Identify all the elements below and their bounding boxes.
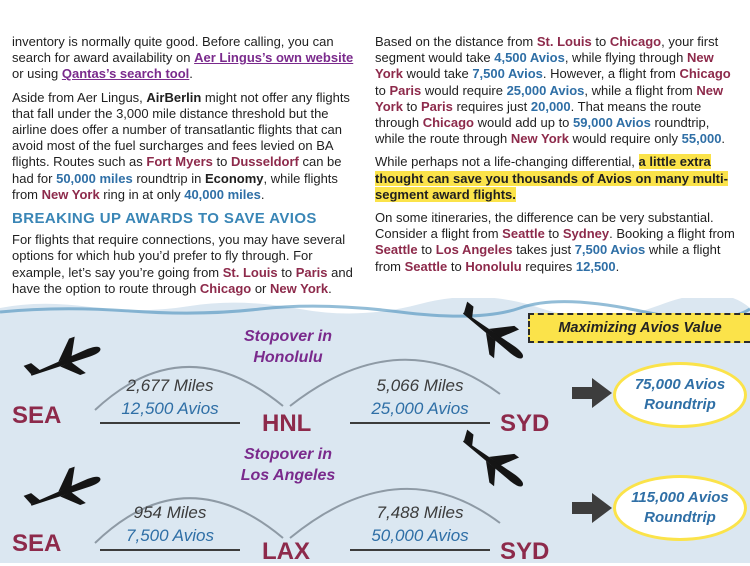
avios-amount: 25,000 Avios (506, 82, 585, 98)
city-name: Chicago (679, 66, 731, 82)
city-name: St. Louis (222, 264, 278, 280)
route2-hub-code: LAX (262, 538, 310, 565)
miles-amount: 50,000 miles (56, 170, 133, 186)
city-name: Seattle (375, 242, 418, 258)
city-name: Paris (295, 264, 328, 280)
city-name: Seattle (502, 226, 545, 242)
city-name: St. Louis (536, 34, 592, 49)
section-heading: BREAKING UP AWARDS TO SAVE AVIOS (12, 210, 317, 228)
route1-total-badge: 75,000 Avios Roundtrip (613, 362, 747, 428)
cabin-class: Economy (204, 170, 264, 186)
paragraph-connections: For flights that require connections, you may have several options for which hub you’d prefer to fly through. For example, let’s say you’re going from St. Louis to Paris and have the option to route through Chicago or New York. (12, 232, 353, 296)
city-name: Los Angeles (435, 242, 513, 258)
airplane-takeoff-icon (20, 330, 106, 392)
route2-origin-code: SEA (12, 530, 62, 557)
article-left-column (12, 34, 364, 304)
city-name: Chicago (422, 115, 474, 131)
paragraph-award-availability: inventory is normally quite good. Before calling, you can search for award availability on Aer Lingus’s own website or using Qantas’s search tool. (12, 34, 354, 82)
highlighted-text: a little extra thought can save you thousands of Avios on many multi-segment award flights. (375, 154, 728, 202)
city-name: Chicago (609, 34, 662, 49)
route2-leg2-miles: 7,488 Miles (376, 503, 464, 522)
route1-destination-code: SYD (500, 410, 550, 437)
airplane-takeoff-icon (20, 460, 106, 522)
avios-amount: 4,500 Avios (494, 50, 565, 66)
city-name: Paris (389, 82, 422, 98)
route2-leg2-avios: 50,000 Avios (371, 526, 469, 545)
route1-leg2-miles: 5,066 Miles (376, 376, 464, 395)
route1-leg2-underline (350, 422, 490, 424)
city-name: New York (41, 186, 100, 202)
route1-leg1-underline (100, 422, 240, 424)
route1-leg2-avios: 25,000 Avios (371, 399, 469, 418)
city-name: Sydney (562, 226, 610, 242)
avios-amount: 59,000 Avios (573, 115, 651, 131)
paragraph-segment-comparison: Based on the distance from St. Louis to Chicago, your first segment would take 4,500 Avios, while flying through New York would take 7,500 Avios. However, a flight from Chicago to Paris would require 25,000 Avios, while a flight from New York to Paris requires just 20,000. That means the route through Chicago would add up to 59,000 Avios roundtrip, while the route through New York would require only 55,000. (375, 34, 731, 147)
route2-leg1-miles: 954 Miles (133, 503, 207, 522)
avios-amount: 12,500 (575, 258, 616, 274)
paragraph-highlight: While perhaps not a life-changing differential, a little extra thought can save you thousands of Avios on many multi-segment award flights. (375, 154, 728, 202)
airplane-landing-icon (450, 298, 535, 372)
paragraph-airberlin: Aside from Aer Lingus, AirBerlin might not offer any flights that fall under the 3,000 mile distance threshold but the airline does offer a number of transatlantic flights that can avoid most of the fuel surcharges and fees levied on BA flights. Routes such as Fort Myers to Dusseldorf can be had for 50,000 miles roundtrip in Economy, while flights from New York ring in at only 40,000 miles. (12, 89, 350, 202)
article-right-column (375, 34, 739, 282)
route1-leg1-miles: 2,677 Miles (126, 376, 214, 395)
infographic-title-ribbon: Maximizing Avios Value (528, 313, 750, 343)
city-name: Seattle (404, 258, 448, 274)
route2-leg2-underline (350, 549, 490, 551)
miles-amount: 40,000 miles (184, 186, 261, 202)
route2-stopover-label: Stopover in Los Angeles (240, 446, 336, 484)
avios-amount: 7,500 Avios (574, 242, 646, 258)
route1-hub-code: HNL (262, 410, 312, 437)
route2-total-badge: 115,000 Avios Roundtrip (613, 475, 747, 541)
route1-leg1-avios: 12,500 Avios (121, 399, 219, 418)
avios-amount: 55,000 (681, 131, 722, 147)
arrow-right-icon (572, 493, 612, 523)
aer-lingus-website-link[interactable]: Aer Lingus’s own website (194, 50, 354, 66)
paragraph-seattle-example: On some itineraries, the difference can be very substantial. Consider a flight from Seattle to Sydney. Booking a flight from Seattle to Los Angeles takes just 7,500 Avios while a flight from Seattle to Honolulu requires 12,500. (375, 210, 735, 274)
city-name: New York (270, 280, 329, 296)
city-name: Fort Myers (146, 154, 213, 170)
arrow-right-icon (572, 378, 612, 408)
city-name: Paris (421, 98, 453, 114)
route2-leg1-underline (100, 549, 240, 551)
city-name: New York (510, 131, 569, 147)
route2-leg1-avios: 7,500 Avios (126, 526, 214, 545)
avios-amount: 20,000 (530, 98, 571, 114)
airberlin-name: AirBerlin (146, 89, 202, 105)
route2-destination-code: SYD (500, 538, 550, 565)
city-name: New York (375, 50, 714, 82)
city-name: Honolulu (465, 258, 522, 274)
city-name: New York (375, 82, 724, 114)
route1-origin-code: SEA (12, 402, 62, 429)
qantas-search-tool-link[interactable]: Qantas’s search tool (61, 66, 190, 82)
city-name: Dusseldorf (230, 154, 299, 170)
avios-amount: 7,500 Avios (472, 66, 543, 82)
route1-stopover-label: Stopover in Honolulu (243, 328, 332, 366)
city-name: Chicago (199, 280, 252, 296)
